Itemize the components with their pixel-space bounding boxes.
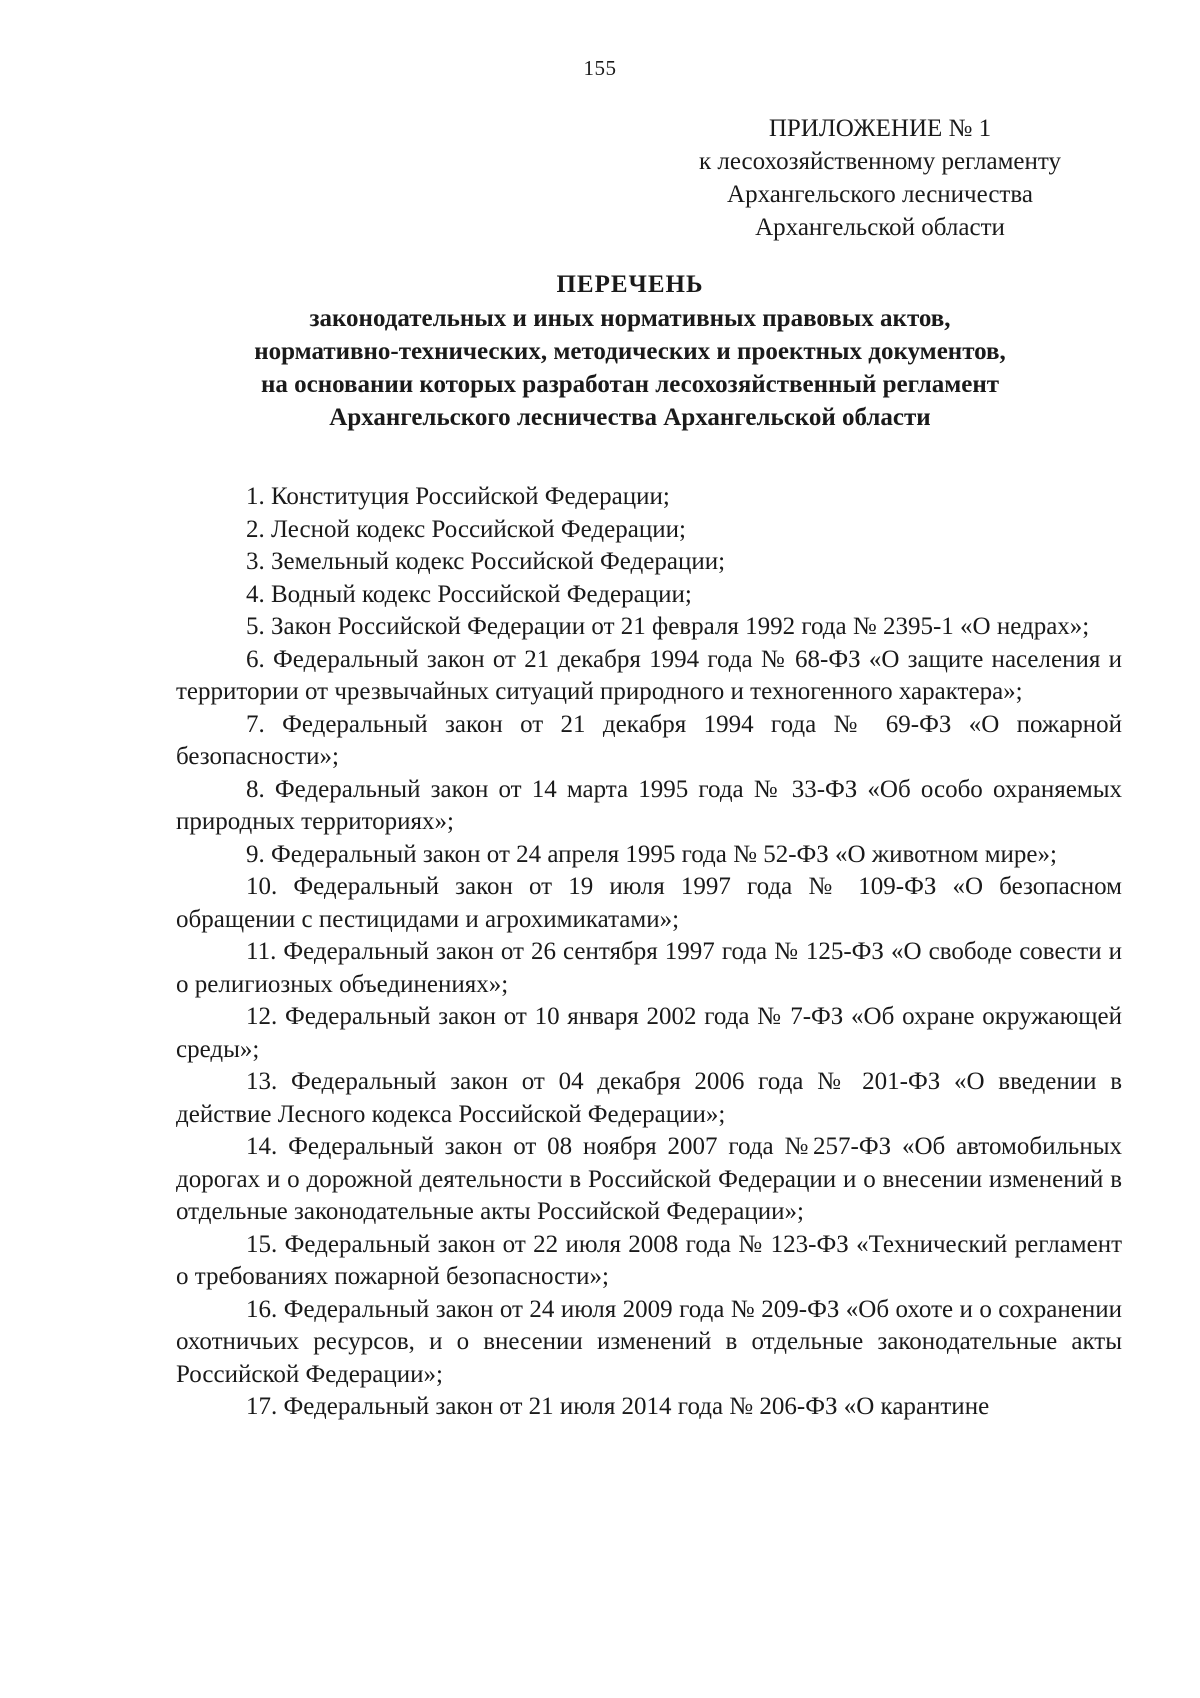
item-number: 7. xyxy=(246,710,265,738)
item-number: 15. xyxy=(246,1230,278,1258)
item-text: Федеральный закон от 22 июля 2008 года № 123-ФЗ «Технический регламент о требованиях пожарной безопасности»; xyxy=(176,1230,1122,1290)
item-number: 4. xyxy=(246,580,265,608)
appendix-subtitle-line: Архангельской области xyxy=(755,214,1005,241)
item-text: Закон Российской Федерации от 21 февраля 1992 года № 2395-1 «О недрах»; xyxy=(271,613,1090,640)
item-text: Лесной кодекс Российской Федерации; xyxy=(271,515,686,543)
page-number: 155 xyxy=(583,56,617,80)
title-main: ПЕРЕЧЕНЬ xyxy=(556,271,704,298)
item-text: Конституция Российской Федерации; xyxy=(271,483,670,510)
item-number: 17. xyxy=(246,1393,278,1420)
document-title xyxy=(150,268,1110,434)
item-text: Федеральный закон от 21 декабря 1994 года № 69-ФЗ «О пожарной безопасности»; xyxy=(176,710,1123,770)
item-number: 12. xyxy=(246,1003,278,1030)
title-line: нормативно-технических, методических и проектных документов, xyxy=(254,338,1006,365)
item-number: 2. xyxy=(246,515,265,543)
list-item xyxy=(176,709,1122,774)
title-line: на основании которых разработан лесохозяйственный регламент xyxy=(260,371,1000,398)
appendix-subtitle-line: Архангельского лесничества xyxy=(727,181,1033,208)
list-item xyxy=(176,481,1122,514)
appendix-subtitle-line: к лесохозяйственному регламенту xyxy=(698,148,1062,175)
item-text: Федеральный закон от 19 июля 1997 года № 109-ФЗ «О безопасном обращении с пестицидами и агрохимикатами»; xyxy=(176,873,1122,933)
item-number: 14. xyxy=(246,1133,278,1160)
item-text: Земельный кодекс Российской Федерации; xyxy=(271,548,726,575)
title-line: законодательных и иных нормативных правовых актов, xyxy=(309,305,951,332)
item-text: Федеральный закон от 21 июля 2014 года № 206-ФЗ «О карантине xyxy=(283,1393,990,1420)
item-text: Федеральный закон от 10 января 2002 года № 7-ФЗ «Об охране окружающей среды»; xyxy=(176,1003,1123,1063)
list-item xyxy=(176,1131,1122,1229)
item-text: Федеральный закон от 14 марта 1995 года № 33-ФЗ «Об особо охраняемых природных территориях»; xyxy=(176,775,1123,835)
list-item xyxy=(176,1066,1122,1131)
document-list xyxy=(176,481,1122,1424)
list-item xyxy=(176,579,1122,612)
list-item xyxy=(176,936,1122,1001)
list-item xyxy=(176,546,1122,579)
item-number: 11. xyxy=(246,938,277,965)
item-text: Водный кодекс Российской Федерации; xyxy=(271,580,692,608)
item-number: 3. xyxy=(246,548,265,575)
appendix-header xyxy=(660,112,1100,244)
appendix-title: ПРИЛОЖЕНИЕ № 1 xyxy=(768,115,992,142)
item-text: Федеральный закон от 08 ноября 2007 года №257-ФЗ «Об автомобильных дорогах и о дорожной деятельности в Российской Федерации и о внесении изменений в отдельные законодательные акты Российской Федерации»; xyxy=(176,1133,1123,1225)
list-item xyxy=(176,1001,1122,1066)
list-item xyxy=(176,514,1122,547)
item-text: Федеральный закон от 24 июля 2009 года № 209-ФЗ «Об охоте и о сохранении охотничьих ресурсов, и о внесении изменений в отдельные законодательные акты Российской Федерации»; xyxy=(176,1295,1122,1388)
item-number: 5. xyxy=(246,613,265,640)
list-item xyxy=(176,1294,1122,1392)
item-text: Федеральный закон от 04 декабря 2006 года № 201-ФЗ «О введении в действие Лесного кодекса Российской Федерации»; xyxy=(176,1068,1122,1128)
item-text: Федеральный закон от 26 сентября 1997 года № 125-ФЗ «О свободе совести и о религиозных объединениях»; xyxy=(176,938,1123,998)
item-text: Федеральный закон от 21 декабря 1994 года № 68-ФЗ «О защите населения и территории от чрезвычайных ситуаций природного и техногенного характера»; xyxy=(176,645,1123,705)
item-number: 6. xyxy=(246,645,265,673)
item-number: 8. xyxy=(246,775,265,803)
item-number: 1. xyxy=(246,483,265,510)
item-number: 16. xyxy=(246,1295,278,1323)
item-number: 13. xyxy=(246,1068,278,1095)
item-number: 9. xyxy=(246,840,265,868)
list-item xyxy=(176,1229,1122,1294)
item-number: 10. xyxy=(246,873,278,900)
list-item xyxy=(176,871,1122,936)
title-line: Архангельского лесничества Архангельской области xyxy=(329,404,931,431)
item-text: Федеральный закон от 24 апреля 1995 года № 52-ФЗ «О животном мире»; xyxy=(271,840,1057,868)
list-item xyxy=(176,839,1122,872)
list-item xyxy=(176,644,1122,709)
list-item xyxy=(176,774,1122,839)
list-item xyxy=(176,611,1122,644)
list-item xyxy=(176,1391,1122,1424)
